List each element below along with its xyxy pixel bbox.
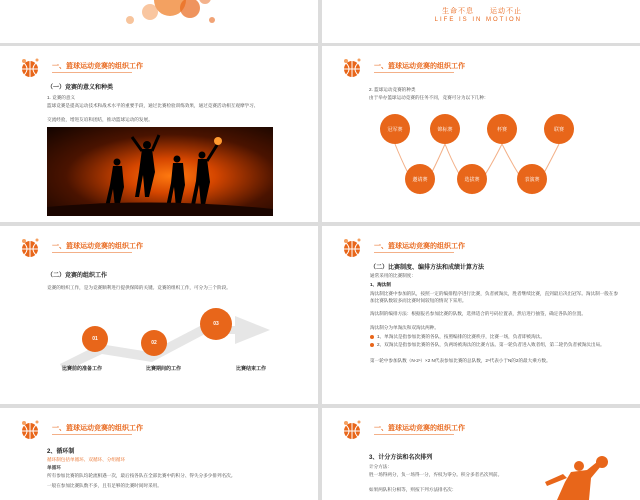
step-label-1: 比赛前的准备工作 <box>62 366 103 372</box>
slogan-en: LIFE IS IN MOTION <box>434 17 522 23</box>
slide4-text1: 淘汰制比赛中参加的队，按照一定的编排程序进行比赛，负者被淘汰，胜者继续比赛，直到最后决出冠军。淘汰制一般在参加比赛队数较多而比赛时间较短的情况下采用。 <box>370 291 619 303</box>
competition-type-connectors <box>322 46 640 222</box>
slide-thumbnail-6[interactable] <box>322 408 640 500</box>
section-title: 一、篮球运动竞赛的组织工作 <box>52 63 143 70</box>
basketball-logo-icon <box>18 236 42 260</box>
slide4-text4: 第一轮中参加队数（N-2ⁿ）×2 N代表参加比赛的总队数，2ⁿ代表小于N的2的最大乘方数。 <box>370 358 551 363</box>
slide6-text2: 如果两队积分相等，则按下列方法排名次： <box>369 487 457 492</box>
basketball-players-photo <box>47 127 273 216</box>
competition-type-4: 联赛 <box>544 114 574 144</box>
slide-thumbnail-5[interactable] <box>0 408 318 500</box>
slide4-bullet-2: 2、双淘汰是指参加比赛的各队，负两场被淘汰的比赛方法。第一轮负者进入败者组，第二轮仍负者被淘汰出局。 <box>370 341 620 348</box>
basketball-player-silhouette <box>527 456 627 500</box>
basketball-logo-icon <box>18 56 42 80</box>
slide5-text2: 一般在参加比赛队数不多，且有足够的比赛时间时采用。 <box>47 483 162 488</box>
competition-type-6: 选拔赛 <box>457 164 487 194</box>
section-title: 一、篮球运动竞赛的组织工作 <box>52 243 143 250</box>
competition-type-2: 锦标赛 <box>430 114 460 144</box>
slide4-bullet-1: 1、单淘汰是指参加比赛的各队，按照编排的比赛秩序，比赛一场，负者即被淘汰。 <box>370 333 620 340</box>
step-circle-2: 02 <box>141 330 167 356</box>
section-title: 一、篮球运动竞赛的组织工作 <box>52 425 143 432</box>
section-title: 一、篮球运动竞赛的组织工作 <box>374 425 465 432</box>
slide-thumbnail-top-right[interactable] <box>322 0 640 43</box>
slide2-sub: 2. 篮球运动竞赛的种类 <box>369 87 416 92</box>
slide1-text1: 篮球竞赛是提高运动技术和战术水平的重要手段，通过比赛检验训练效果，通过竞赛活动相互观摩学习、 <box>47 103 259 108</box>
step-circle-1: 01 <box>82 326 108 352</box>
competition-type-3: 杯赛 <box>487 114 517 144</box>
title-underline <box>52 252 132 253</box>
slide1-sub: 1. 竞赛的意义 <box>47 95 76 100</box>
slide5-heading: 2、循环制 <box>47 449 75 455</box>
title-underline <box>52 72 132 73</box>
bullet-icon <box>370 343 374 347</box>
slide4-text2: 淘汰制的编排方法：根据报名参加比赛的队数，选择适合的号码位置表，然后进行抽签，确定各队的位置。 <box>370 311 586 316</box>
competition-type-5: 邀请赛 <box>405 164 435 194</box>
competition-type-7: 表演赛 <box>517 164 547 194</box>
slide6-text1: 胜一场得两分，负一场得一分，弃权为零分。积分多者名次列前。 <box>369 472 503 477</box>
slide-thumbnail-1[interactable] <box>0 46 318 222</box>
slide4-sub2: 1、淘汰制 <box>370 282 391 287</box>
basketball-logo-icon <box>340 236 364 260</box>
slide-thumbnail-4[interactable] <box>322 226 640 404</box>
slide4-text3: 淘汰制分为单淘汰和双淘汰两种。 <box>370 325 439 330</box>
slogan-cn: 生命不息 运动不止 <box>442 8 522 15</box>
basketball-logo-icon <box>18 418 42 442</box>
slide6-sub: 计分方法： <box>369 464 392 469</box>
basketball-logo-icon <box>340 418 364 442</box>
title-underline <box>374 434 454 435</box>
slide-thumbnail-3[interactable] <box>0 226 318 404</box>
slide3-text: 竞赛的组织工作，是为竞赛顺利进行提供保障的关键。竞赛的组织工作，可分为三个阶段。 <box>47 285 231 290</box>
title-underline <box>52 434 132 435</box>
paint-splash-graphic <box>100 0 220 40</box>
title-underline <box>374 252 454 253</box>
step-circle-3: 03 <box>200 308 232 340</box>
slide6-heading: 3、计分方法和名次排列 <box>369 455 433 461</box>
slide2-text: 由于举办篮球运动竞赛的任务不同，竞赛可分为以下几种： <box>369 95 489 100</box>
slide3-heading: （二）竞赛的组织工作 <box>47 273 108 279</box>
section-title: 一、篮球运动竞赛的组织工作 <box>374 243 465 250</box>
slide1-text2: 交流经验，增进友谊和团结，推动篮球运动的发展。 <box>47 117 153 122</box>
slide5-text1: 所有参加比赛的队均轮流相遇一次，最后按各队在全部比赛中的积分、得失分多少排列名次。 <box>47 473 236 478</box>
bullet-icon <box>370 335 374 339</box>
section-title: 一、篮球运动竞赛的组织工作 <box>374 63 465 70</box>
slide5-sub: 循环制包括单循环、双循环、分组循环 <box>47 457 126 462</box>
slide-thumbnail-2[interactable] <box>322 46 640 222</box>
step-label-2: 比赛期间的工作 <box>146 366 182 372</box>
slide4-sub: 通常采用的比赛制度： <box>370 273 416 278</box>
competition-type-1: 冠军赛 <box>380 114 410 144</box>
slide4-heading: （二）比赛制度、编排方法和成绩计算方法 <box>370 265 485 271</box>
slide5-sub2: 单循环 <box>47 465 61 470</box>
slide-thumbnail-top-left[interactable] <box>0 0 318 43</box>
slide1-heading: （一）竞赛的意义和种类 <box>47 85 114 91</box>
step-label-3: 比赛结束工作 <box>236 366 267 372</box>
